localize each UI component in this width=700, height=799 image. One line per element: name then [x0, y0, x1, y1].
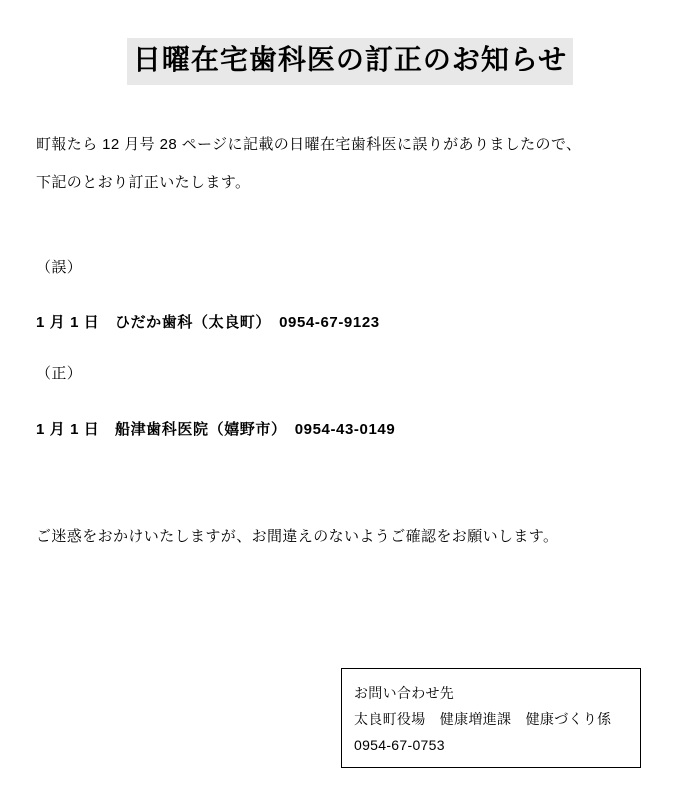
intro-line-1: 町報たら 12 月号 28 ページに記載の日曜在宅歯科医に誤りがありましたので、 [36, 136, 582, 153]
page-title-container [0, 38, 700, 85]
intro-paragraph [36, 126, 666, 203]
incorrect-entry: 1 月 1 日 ひだか歯科（太良町） 0954-67-9123 [36, 314, 380, 331]
contact-department: 太良町役場 健康増進課 健康づくり係 [354, 710, 612, 727]
contact-phone: 0954-67-0753 [354, 736, 445, 753]
incorrect-entry-row [36, 311, 666, 335]
correct-entry: 1 月 1 日 船津歯科医院（嬉野市） 0954-43-0149 [36, 421, 396, 438]
contact-box [341, 668, 641, 768]
page-title: 日曜在宅歯科医の訂正のお知らせ [127, 38, 573, 85]
incorrect-label-row [36, 256, 666, 280]
intro-line-2: 下記のとおり訂正いたします。 [36, 174, 251, 192]
incorrect-label: （誤） [36, 259, 83, 276]
closing-note: ご迷惑をおかけいたしますが、お間違えのないようご確認をお願いします。 [36, 528, 559, 545]
correct-label: （正） [36, 365, 83, 382]
correct-entry-row [36, 418, 666, 442]
correct-label-row [36, 362, 666, 386]
contact-heading: お問い合わせ先 [354, 685, 455, 701]
